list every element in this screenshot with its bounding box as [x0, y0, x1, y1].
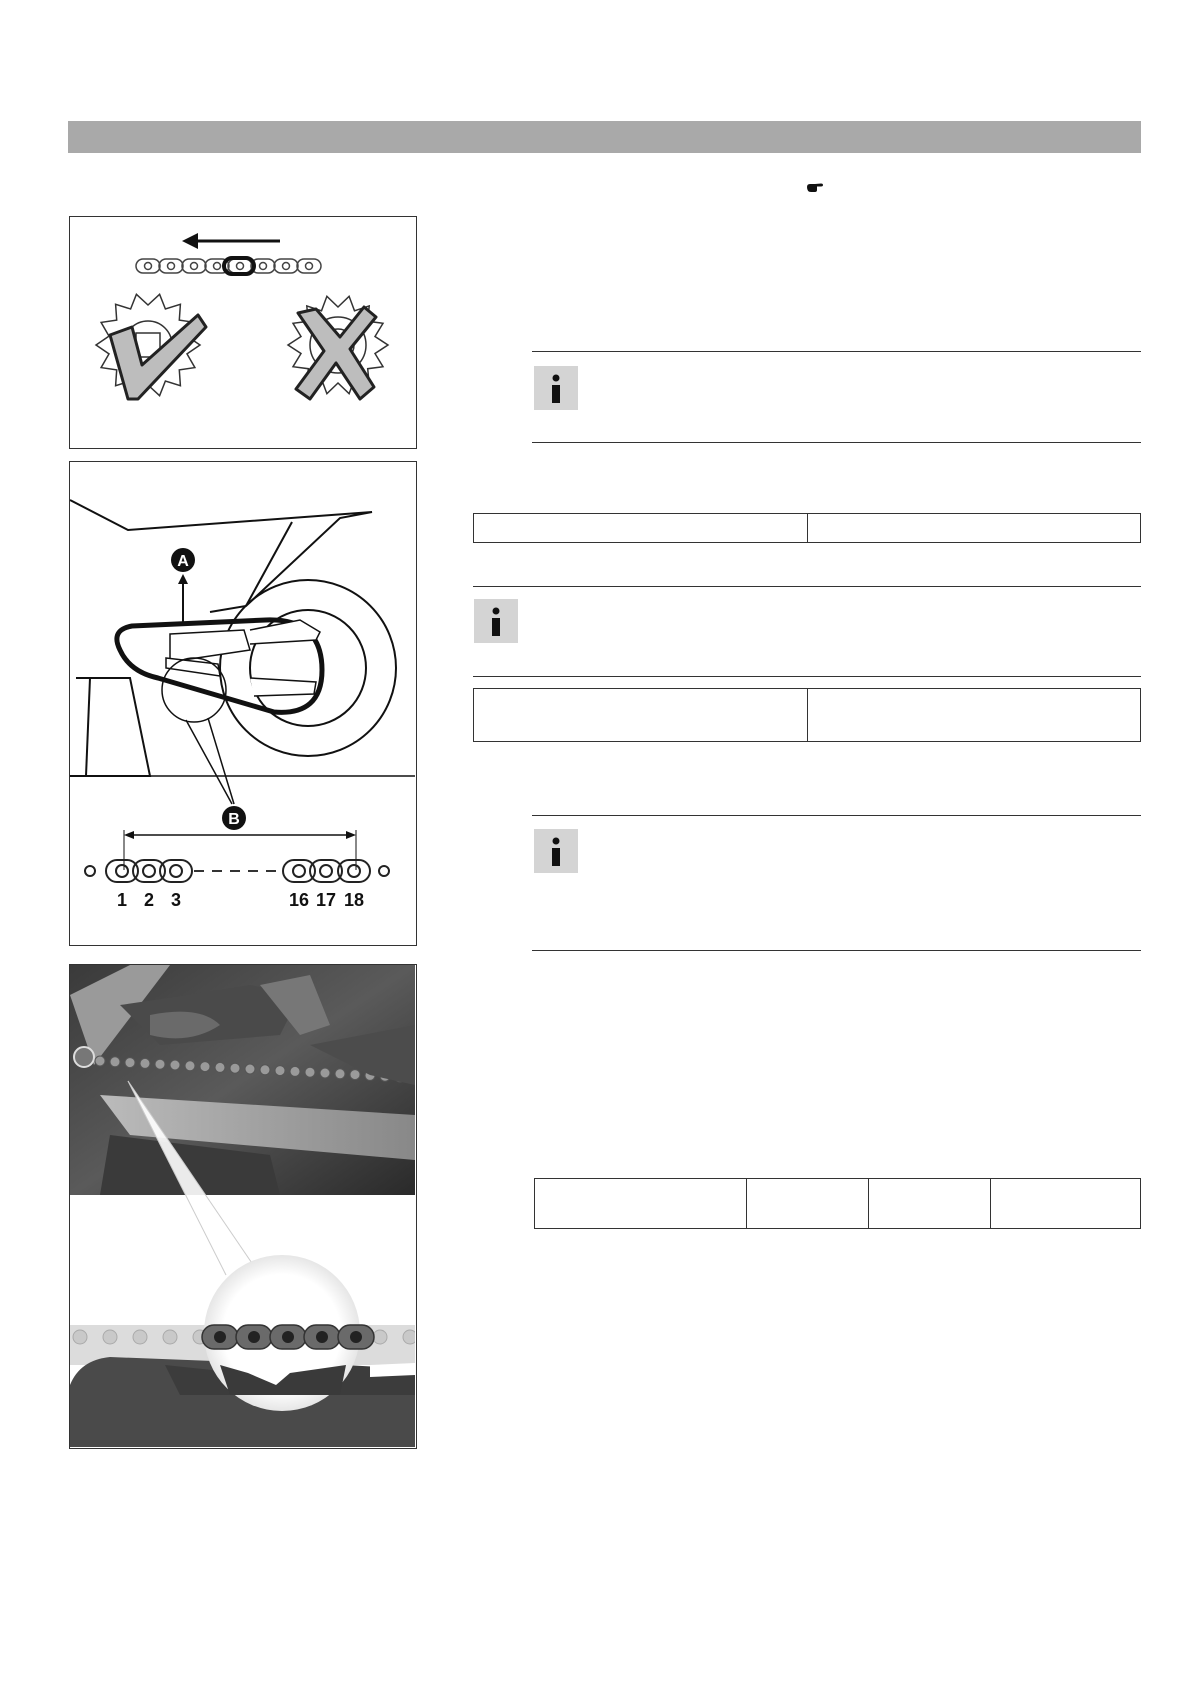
spec-table-1-cell-label: [474, 514, 808, 543]
callout-a-label: A: [177, 553, 189, 570]
link-number-3: 3: [170, 890, 182, 910]
spec-table-3: [534, 1178, 1141, 1229]
spec-table-2: [473, 688, 1141, 742]
section-header-bar: [68, 121, 1141, 153]
figure-sprocket-direction: [69, 216, 417, 449]
pointing-hand-icon: [806, 181, 824, 195]
note-2-bottom-rule: [473, 676, 1141, 677]
note-1-top-rule: [532, 351, 1141, 352]
info-icon: [474, 599, 518, 643]
spec-table-3-cell-3: [869, 1179, 991, 1229]
spec-table-3-cell-4: [991, 1179, 1141, 1229]
link-number-2: 2: [143, 890, 155, 910]
note-1-bottom-rule: [532, 442, 1141, 443]
link-number-1: 1: [116, 890, 128, 910]
spec-table-1-cell-value: [808, 514, 1141, 543]
sprocket-correct: [96, 294, 206, 399]
link-number-18: 18: [343, 890, 365, 910]
figure-chain-guide-photo: [69, 964, 417, 1449]
spec-table-2-cell-value: [808, 689, 1141, 742]
spec-table-2-cell-label: [474, 689, 808, 742]
link-number-16: 16: [288, 890, 310, 910]
figure-chain-measurement: [69, 461, 417, 946]
link-number-17: 17: [315, 890, 337, 910]
callout-b-label: B: [228, 811, 240, 828]
spec-table-1: [473, 513, 1141, 543]
note-3-bottom-rule: [532, 950, 1141, 951]
sprocket-incorrect: [288, 296, 388, 399]
spec-table-3-cell-1: [535, 1179, 747, 1229]
info-icon: [534, 829, 578, 873]
check-mark-icon: [110, 315, 206, 399]
note-3-top-rule: [532, 815, 1141, 816]
info-icon: [534, 366, 578, 410]
note-2-top-rule: [473, 586, 1141, 587]
spec-table-3-cell-2: [747, 1179, 869, 1229]
